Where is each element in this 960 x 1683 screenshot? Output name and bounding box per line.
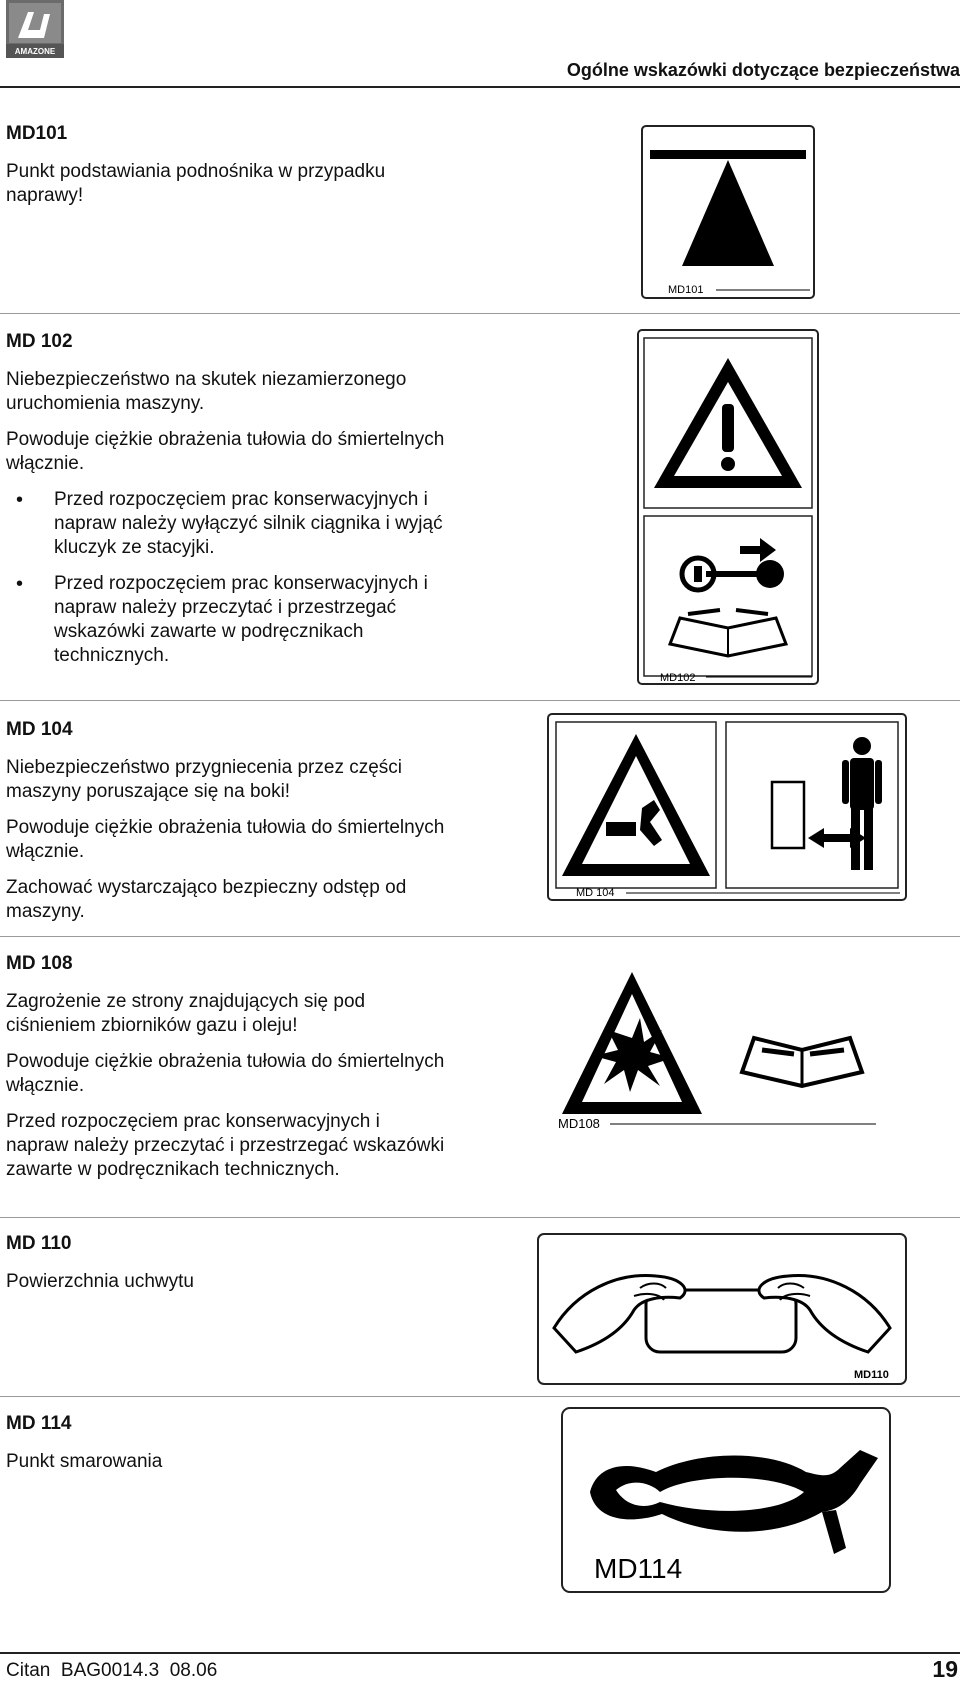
- section-title: MD101: [6, 123, 68, 144]
- section-md104: [6, 718, 456, 936]
- header-rule: [0, 86, 960, 88]
- section-md101: [6, 122, 446, 220]
- section-paragraph: Zachować wystarczająco bezpieczny odstęp od maszyny.: [6, 877, 407, 922]
- section-title: MD 102: [6, 331, 73, 352]
- section-rule: [0, 1396, 960, 1397]
- sign-md101: [640, 124, 816, 300]
- sign-md108: [550, 958, 880, 1138]
- logo-text: AMAZONE: [14, 47, 56, 56]
- section-md102: [6, 330, 446, 680]
- section-paragraph: Przed rozpoczęciem prac konserwacyjnych i napraw należy przeczytać i przestrzegać wskazówki zawarte w podręcznikach technicznych.: [6, 1111, 445, 1180]
- page-header-title: Ogólne wskazówki dotyczące bezpieczeństwa: [566, 60, 960, 80]
- sign-md114: [560, 1406, 892, 1594]
- sign-md102: [636, 328, 820, 686]
- section-paragraph: Niebezpieczeństwo na skutek niezamierzonego uruchomienia maszyny.: [6, 369, 407, 414]
- amazone-logo: [6, 0, 64, 58]
- section-paragraph: Powoduje ciężkie obrażenia tułowia do śmiertelnych włącznie.: [6, 817, 445, 862]
- section-md110: [6, 1232, 446, 1306]
- section-paragraph: Powoduje ciężkie obrażenia tułowia do śmiertelnych włącznie.: [6, 1051, 445, 1096]
- bullet-item: • Przed rozpoczęciem prac konserwacyjnych i napraw należy wyłączyć silnik ciągnika i wyjąć kluczyk ze stacyjki.: [54, 488, 446, 560]
- section-title: MD 104: [6, 719, 73, 740]
- section-paragraph: Punkt smarowania: [6, 1451, 163, 1472]
- section-md108: [6, 952, 446, 1194]
- footer-doc-id: Citan BAG0014.3 08.06: [6, 1660, 218, 1681]
- sign-md110: [536, 1232, 908, 1386]
- section-paragraph: Punkt podstawiania podnośnika w przypadku naprawy!: [6, 161, 386, 206]
- section-rule: [0, 1217, 960, 1218]
- bullet-item: • Przed rozpoczęciem prac konserwacyjnych i napraw należy przeczytać i przestrzegać wskazówki zawarte w podręcznikach technicznych.: [54, 572, 446, 668]
- sign-label: MD108: [558, 1116, 600, 1131]
- sign-md104: [546, 712, 908, 902]
- sign-label: MD114: [594, 1553, 683, 1584]
- explosion-hazard-triangle-icon: [562, 972, 702, 1114]
- sign-label: MD 104: [576, 887, 615, 899]
- page-number: 19: [932, 1656, 958, 1682]
- sign-label: MD110: [854, 1369, 889, 1381]
- bullet-list: [6, 488, 446, 668]
- section-rule: [0, 700, 960, 701]
- sign-label: MD102: [660, 672, 696, 684]
- manual-book-icon: [742, 1038, 862, 1086]
- section-paragraph: Niebezpieczeństwo przygniecenia przez części maszyny poruszające się na boki!: [6, 757, 403, 802]
- section-title: MD 110: [6, 1233, 72, 1254]
- sign-label: MD101: [668, 284, 704, 296]
- footer-rule: [0, 1652, 960, 1654]
- section-rule: [0, 936, 960, 937]
- section-rule: [0, 313, 960, 314]
- section-title: MD 108: [6, 953, 73, 974]
- section-paragraph: Powoduje ciężkie obrażenia tułowia do śmiertelnych włącznie.: [6, 429, 445, 474]
- section-md114: [6, 1412, 446, 1486]
- section-paragraph: Powierzchnia uchwytu: [6, 1271, 194, 1292]
- section-title: MD 114: [6, 1413, 72, 1434]
- section-paragraph: Zagrożenie ze strony znajdujących się pod ciśnieniem zbiorników gazu i oleju!: [6, 991, 366, 1036]
